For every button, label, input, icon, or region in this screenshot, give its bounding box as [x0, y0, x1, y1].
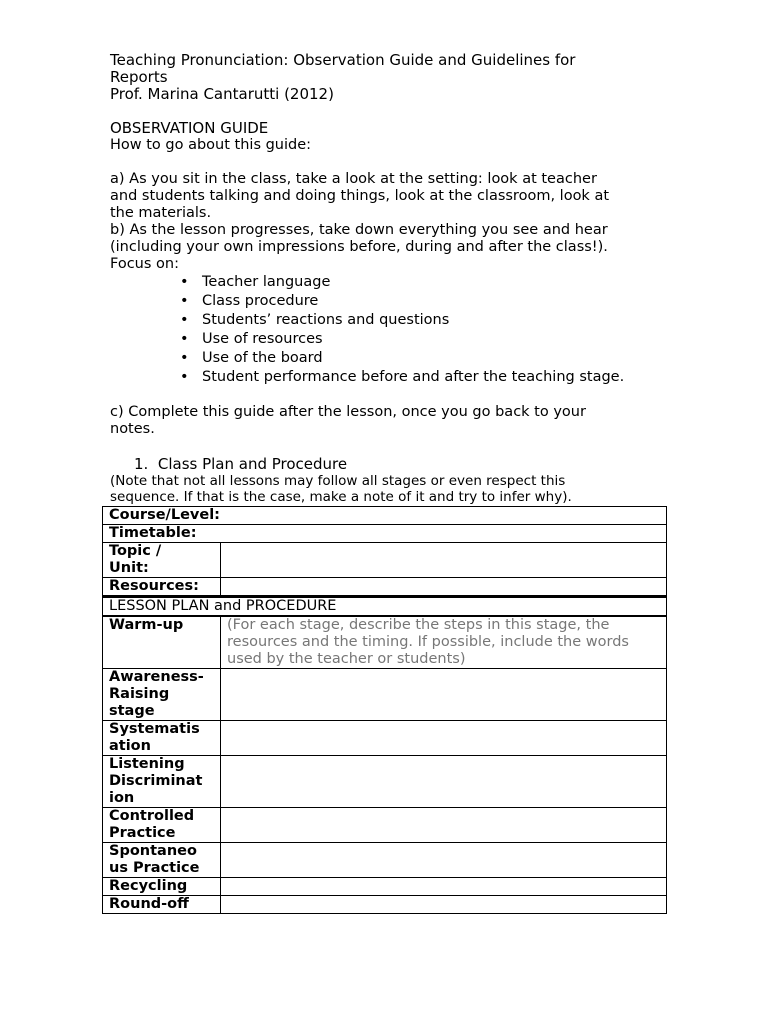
recycling-value-cell[interactable]: [221, 878, 667, 896]
focus-list: [110, 273, 670, 387]
step-c-paragraph: [110, 404, 670, 438]
table-row: [103, 808, 667, 843]
resources-label: Resources:: [103, 578, 221, 597]
step-b-line: (including your own impressions before, during and after the class!).: [110, 239, 608, 255]
warmup-hint: (For each stage, describe the steps in this stage, the resources and the timing. If possible, include the words used by the teacher or students): [227, 617, 629, 667]
spontaneous-value-cell[interactable]: [221, 843, 667, 878]
spontaneous-label: Spontaneo us Practice: [103, 843, 221, 878]
step-c-line: c) Complete this guide after the lesson, once you go back to your: [110, 404, 586, 420]
listening-label: Listening Discriminat ion: [103, 756, 221, 808]
step-a-line: and students talking and doing things, look at the classroom, look at: [110, 188, 610, 204]
guide-heading: OBSERVATION GUIDE: [110, 119, 269, 137]
focus-list-item: • Student performance before and after the teaching stage.: [180, 369, 625, 385]
bullet-icon: •: [180, 274, 189, 290]
step-a-line: the materials.: [110, 205, 212, 221]
step-b-line: Focus on:: [110, 256, 179, 272]
bullet-icon: •: [180, 350, 189, 366]
resources-value-cell[interactable]: [221, 578, 667, 597]
table-row: [103, 578, 667, 597]
doc-title-line1: Teaching Pronunciation: Observation Guide and Guidelines for: [110, 51, 576, 69]
warmup-label: Warm-up: [103, 616, 221, 669]
step-b-line: b) As the lesson progresses, take down everything you see and hear: [110, 222, 608, 238]
observation-table: [102, 506, 667, 914]
systematisation-value-cell[interactable]: [221, 721, 667, 756]
course-level-cell[interactable]: Course/Level:: [103, 507, 667, 525]
document-body: [110, 52, 670, 505]
controlled-value-cell[interactable]: [221, 808, 667, 843]
focus-list-item: • Use of resources: [180, 331, 323, 347]
awareness-value-cell[interactable]: [221, 669, 667, 721]
timetable-cell[interactable]: Timetable:: [103, 525, 667, 543]
table-row: [103, 843, 667, 878]
table-row: [103, 543, 667, 578]
table-row: [103, 896, 667, 914]
step-a-line: a) As you sit in the class, take a look at the setting: look at teacher: [110, 171, 597, 187]
focus-list-item: • Students’ reactions and questions: [180, 312, 450, 328]
topic-label: Topic / Unit:: [103, 543, 221, 578]
doc-author: Prof. Marina Cantarutti (2012): [110, 85, 334, 103]
lesson-plan-header: LESSON PLAN and PROCEDURE: [103, 597, 667, 617]
lesson-plan-header-row: [103, 597, 667, 617]
doc-title-line2: Reports: [110, 68, 168, 86]
table-row: [103, 669, 667, 721]
topic-value-cell[interactable]: [221, 543, 667, 578]
step-b-paragraph: [110, 222, 670, 273]
guide-intro: How to go about this guide:: [110, 137, 312, 153]
step-a-paragraph: [110, 171, 670, 222]
section-1-note-line2: sequence. If that is the case, make a note of it and try to infer why).: [110, 489, 572, 505]
controlled-label: Controlled Practice: [103, 808, 221, 843]
recycling-label: Recycling: [103, 878, 221, 896]
bullet-icon: •: [180, 312, 189, 328]
focus-list-item: • Use of the board: [180, 350, 323, 366]
focus-list-item: • Teacher language: [180, 274, 331, 290]
listening-value-cell[interactable]: [221, 756, 667, 808]
section-1-note-line1: (Note that not all lessons may follow all stages or even respect this: [110, 473, 566, 489]
table-row: [103, 878, 667, 896]
table-row: [103, 721, 667, 756]
bullet-icon: •: [180, 331, 189, 347]
table-row: [103, 616, 667, 669]
roundoff-value-cell[interactable]: [221, 896, 667, 914]
systematisation-label: Systematis ation: [103, 721, 221, 756]
warmup-value-cell[interactable]: [221, 616, 667, 669]
step-c-line: notes.: [110, 421, 155, 437]
roundoff-label: Round-off: [103, 896, 221, 914]
table-row: [103, 525, 667, 543]
section-1-title: 1. Class Plan and Procedure: [134, 455, 348, 473]
focus-list-item: • Class procedure: [180, 293, 319, 309]
table-row: [103, 507, 667, 525]
bullet-icon: •: [180, 369, 189, 385]
bullet-icon: •: [180, 293, 189, 309]
awareness-label: Awareness- Raising stage: [103, 669, 221, 721]
table-row: [103, 756, 667, 808]
